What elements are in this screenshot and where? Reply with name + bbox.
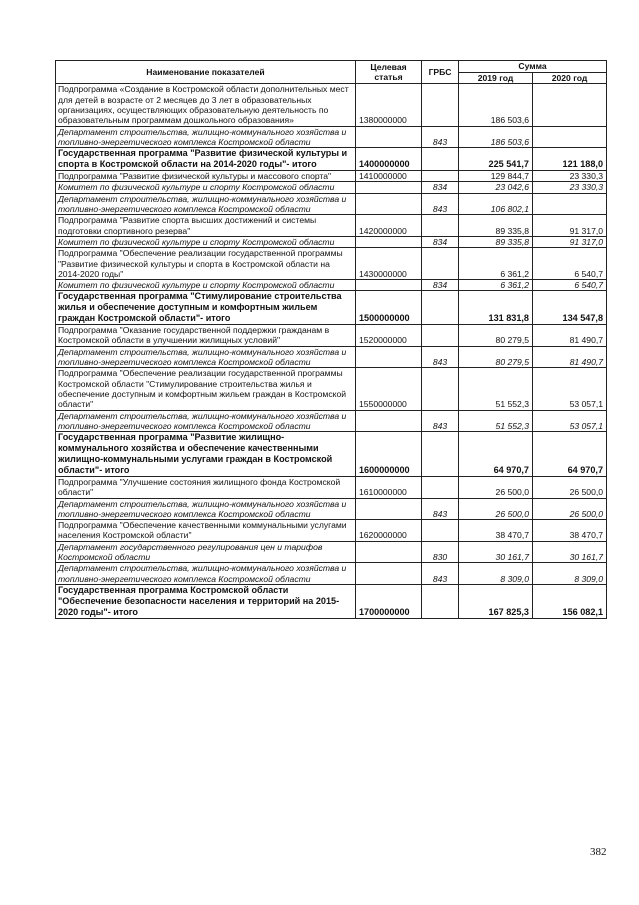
header-grbs: ГРБС bbox=[422, 61, 459, 84]
row-2019-cell: 89 335,8 bbox=[459, 215, 533, 237]
row-2019-cell: 26 500,0 bbox=[459, 498, 533, 520]
row-grbs-cell bbox=[422, 84, 459, 126]
row-article-cell bbox=[356, 410, 422, 432]
table-row bbox=[56, 215, 607, 237]
table-row bbox=[56, 193, 607, 215]
table-row bbox=[56, 410, 607, 432]
table-row bbox=[56, 346, 607, 368]
row-article-cell bbox=[356, 563, 422, 585]
row-article-cell: 1400000000 bbox=[356, 148, 422, 171]
table-row bbox=[56, 182, 607, 193]
row-2020-cell: 156 082,1 bbox=[533, 585, 607, 619]
header-article: Целевая статья bbox=[356, 61, 422, 84]
row-2019-cell: 51 552,3 bbox=[459, 410, 533, 432]
row-name-cell: Подпрограмма "Обеспечение качественными коммунальными услугами населения Костромской области" bbox=[56, 520, 356, 542]
row-2019-cell: 8 309,0 bbox=[459, 563, 533, 585]
page-number: 382 bbox=[590, 846, 607, 858]
row-2020-cell: 23 330,3 bbox=[533, 171, 607, 182]
row-2020-cell: 91 317,0 bbox=[533, 236, 607, 247]
row-2019-cell: 129 844,7 bbox=[459, 171, 533, 182]
row-grbs-cell: 843 bbox=[422, 498, 459, 520]
row-grbs-cell: 834 bbox=[422, 280, 459, 291]
row-name-cell: Подпрограмма "Обеспечение реализации государственной программы "Развитие физической культуры и спорта в Костромской области на 2014-2020 годы" bbox=[56, 248, 356, 280]
row-name-cell: Департамент строительства, жилищно-коммунального хозяйства и топливно-энергетического комплекса Костромской области bbox=[56, 563, 356, 585]
row-2019-cell: 51 552,3 bbox=[459, 368, 533, 410]
table-row bbox=[56, 368, 607, 410]
budget-table-sheet bbox=[55, 60, 606, 619]
row-2020-cell: 134 547,8 bbox=[533, 291, 607, 325]
row-article-cell: 1410000000 bbox=[356, 171, 422, 182]
row-2020-cell: 26 500,0 bbox=[533, 498, 607, 520]
row-2019-cell: 26 500,0 bbox=[459, 476, 533, 498]
row-2019-cell: 167 825,3 bbox=[459, 585, 533, 619]
header-sum: Сумма bbox=[459, 61, 607, 73]
table-row bbox=[56, 236, 607, 247]
row-name-cell: Комитет по физической культуре и спорту Костромской области bbox=[56, 182, 356, 193]
row-article-cell: 1520000000 bbox=[356, 325, 422, 347]
row-name-cell: Государственная программа "Стимулирование строительства жилья и обеспечение доступным и комфортным жильем граждан Костромской области"- итого bbox=[56, 291, 356, 325]
table-row bbox=[56, 291, 607, 325]
row-name-cell: Подпрограмма "Оказание государственной поддержки гражданам в Костромской области в улучшении жилищных условий" bbox=[56, 325, 356, 347]
row-2019-cell: 64 970,7 bbox=[459, 432, 533, 477]
budget-table bbox=[55, 60, 607, 619]
table-row bbox=[56, 280, 607, 291]
table-row bbox=[56, 476, 607, 498]
row-grbs-cell: 843 bbox=[422, 563, 459, 585]
header-2020: 2020 год bbox=[533, 73, 607, 84]
table-row bbox=[56, 498, 607, 520]
row-name-cell: Департамент строительства, жилищно-коммунального хозяйства и топливно-энергетического комплекса Костромской области bbox=[56, 498, 356, 520]
row-2019-cell: 80 279,5 bbox=[459, 346, 533, 368]
row-article-cell bbox=[356, 346, 422, 368]
row-2020-cell: 38 470,7 bbox=[533, 520, 607, 542]
row-grbs-cell: 834 bbox=[422, 236, 459, 247]
row-name-cell: Подпрограмма "Развитие спорта высших достижений и системы подготовки спортивного резерва" bbox=[56, 215, 356, 237]
row-article-cell: 1500000000 bbox=[356, 291, 422, 325]
table-row bbox=[56, 148, 607, 171]
row-2019-cell: 186 503,6 bbox=[459, 126, 533, 148]
row-grbs-cell bbox=[422, 325, 459, 347]
table-row bbox=[56, 520, 607, 542]
row-grbs-cell: 843 bbox=[422, 193, 459, 215]
row-article-cell bbox=[356, 280, 422, 291]
row-grbs-cell bbox=[422, 248, 459, 280]
table-row bbox=[56, 563, 607, 585]
row-article-cell bbox=[356, 541, 422, 563]
row-article-cell: 1550000000 bbox=[356, 368, 422, 410]
header-name: Наименование показателей bbox=[56, 61, 356, 84]
row-name-cell: Комитет по физической культуре и спорту Костромской области bbox=[56, 236, 356, 247]
row-grbs-cell bbox=[422, 291, 459, 325]
row-grbs-cell: 834 bbox=[422, 182, 459, 193]
row-name-cell: Департамент строительства, жилищно-коммунального хозяйства и топливно-энергетического комплекса Костромской области bbox=[56, 346, 356, 368]
row-grbs-cell bbox=[422, 368, 459, 410]
row-2019-cell: 38 470,7 bbox=[459, 520, 533, 542]
row-2020-cell: 53 057,1 bbox=[533, 410, 607, 432]
row-grbs-cell bbox=[422, 432, 459, 477]
row-grbs-cell bbox=[422, 215, 459, 237]
row-2020-cell: 8 309,0 bbox=[533, 563, 607, 585]
row-2019-cell: 225 541,7 bbox=[459, 148, 533, 171]
row-grbs-cell bbox=[422, 520, 459, 542]
row-2019-cell: 106 802,1 bbox=[459, 193, 533, 215]
row-grbs-cell bbox=[422, 476, 459, 498]
table-row bbox=[56, 432, 607, 477]
row-2020-cell bbox=[533, 193, 607, 215]
row-2019-cell: 89 335,8 bbox=[459, 236, 533, 247]
row-2020-cell bbox=[533, 84, 607, 126]
row-article-cell: 1430000000 bbox=[356, 248, 422, 280]
row-name-cell: Государственная программа "Развитие физической культуры и спорта в Костромской области на 2014-2020 годы"- итого bbox=[56, 148, 356, 171]
row-grbs-cell: 843 bbox=[422, 346, 459, 368]
row-2020-cell: 64 970,7 bbox=[533, 432, 607, 477]
row-2020-cell: 6 540,7 bbox=[533, 248, 607, 280]
table-body bbox=[56, 84, 607, 618]
row-article-cell bbox=[356, 498, 422, 520]
row-2020-cell: 81 490,7 bbox=[533, 346, 607, 368]
row-name-cell: Подпрограмма "Обеспечение реализации государственной программы Костромской области "Стимулирование строительства жилья и обеспечение доступным и комфортным жильем граждан в Костромской области" bbox=[56, 368, 356, 410]
row-2019-cell: 80 279,5 bbox=[459, 325, 533, 347]
row-2020-cell: 6 540,7 bbox=[533, 280, 607, 291]
header-2019: 2019 год bbox=[459, 73, 533, 84]
row-grbs-cell bbox=[422, 171, 459, 182]
row-2019-cell: 30 161,7 bbox=[459, 541, 533, 563]
row-grbs-cell bbox=[422, 148, 459, 171]
row-name-cell: Государственная программа Костромской области "Обеспечение безопасности населения и территорий на 2015-2020 годы"- итого bbox=[56, 585, 356, 619]
row-article-cell: 1610000000 bbox=[356, 476, 422, 498]
table-row bbox=[56, 325, 607, 347]
row-2019-cell: 6 361,2 bbox=[459, 248, 533, 280]
row-2020-cell: 81 490,7 bbox=[533, 325, 607, 347]
row-2019-cell: 186 503,6 bbox=[459, 84, 533, 126]
row-name-cell: Департамент строительства, жилищно-коммунального хозяйства и топливно-энергетического комплекса Костромской области bbox=[56, 193, 356, 215]
row-article-cell: 1700000000 bbox=[356, 585, 422, 619]
row-name-cell: Подпрограмма «Создание в Костромской области дополнительных мест для детей в возрасте от 2 месяцев до 3 лет в образовательных организациях, осуществляющих образовательную деятельность по образовательным программам дошкольного образования» bbox=[56, 84, 356, 126]
row-2019-cell: 23 042,6 bbox=[459, 182, 533, 193]
table-row bbox=[56, 585, 607, 619]
row-2020-cell bbox=[533, 126, 607, 148]
row-2020-cell: 91 317,0 bbox=[533, 215, 607, 237]
table-row bbox=[56, 126, 607, 148]
row-name-cell: Комитет по физической культуре и спорту Костромской области bbox=[56, 280, 356, 291]
row-article-cell bbox=[356, 236, 422, 247]
row-article-cell: 1600000000 bbox=[356, 432, 422, 477]
row-name-cell: Департамент строительства, жилищно-коммунального хозяйства и топливно-энергетического комплекса Костромской области bbox=[56, 126, 356, 148]
row-2020-cell: 121 188,0 bbox=[533, 148, 607, 171]
row-grbs-cell: 830 bbox=[422, 541, 459, 563]
row-article-cell bbox=[356, 126, 422, 148]
row-article-cell bbox=[356, 193, 422, 215]
row-name-cell: Подпрограмма "Улучшение состояния жилищного фонда Костромской области" bbox=[56, 476, 356, 498]
row-2020-cell: 30 161,7 bbox=[533, 541, 607, 563]
row-grbs-cell bbox=[422, 585, 459, 619]
row-2020-cell: 23 330,3 bbox=[533, 182, 607, 193]
row-name-cell: Государственная программа "Развитие жилищно-коммунального хозяйства и обеспечение качественными жилищно-коммунальными услугами граждан в Костромской области"- итого bbox=[56, 432, 356, 477]
row-2019-cell: 6 361,2 bbox=[459, 280, 533, 291]
row-grbs-cell: 843 bbox=[422, 410, 459, 432]
row-name-cell: Департамент государственного регулирования цен и тарифов Костромской области bbox=[56, 541, 356, 563]
row-name-cell: Департамент строительства, жилищно-коммунального хозяйства и топливно-энергетического комплекса Костромской области bbox=[56, 410, 356, 432]
row-article-cell: 1380000000 bbox=[356, 84, 422, 126]
row-name-cell: Подпрограмма "Развитие физической культуры и массового спорта" bbox=[56, 171, 356, 182]
table-row bbox=[56, 248, 607, 280]
row-article-cell: 1420000000 bbox=[356, 215, 422, 237]
table-row bbox=[56, 84, 607, 126]
row-grbs-cell: 843 bbox=[422, 126, 459, 148]
row-2019-cell: 131 831,8 bbox=[459, 291, 533, 325]
row-article-cell bbox=[356, 182, 422, 193]
table-header bbox=[56, 61, 607, 84]
row-2020-cell: 26 500,0 bbox=[533, 476, 607, 498]
table-row bbox=[56, 171, 607, 182]
row-article-cell: 1620000000 bbox=[356, 520, 422, 542]
table-row bbox=[56, 541, 607, 563]
row-2020-cell: 53 057,1 bbox=[533, 368, 607, 410]
